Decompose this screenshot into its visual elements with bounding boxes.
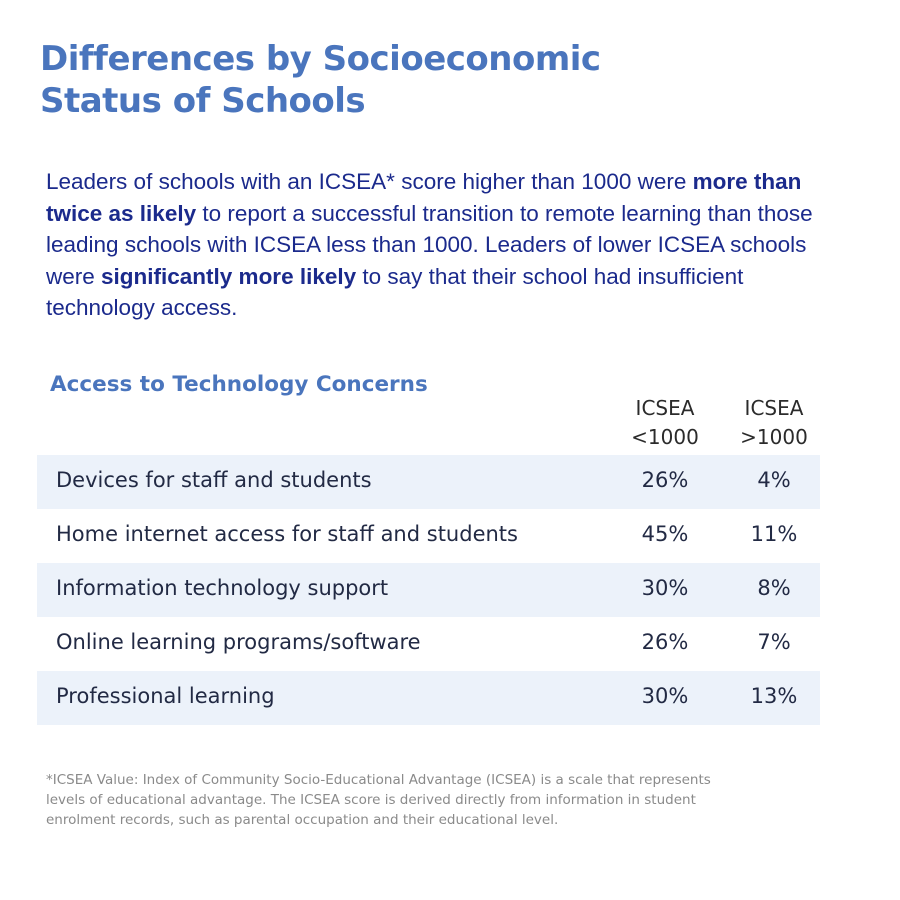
concerns-table [37,455,820,725]
column-header-line-2: >1000 [740,425,808,449]
row-value-low-icsea: 26% [641,468,689,492]
column-header-line-2: <1000 [631,425,699,449]
table-row [37,455,820,509]
footnote: *ICSEA Value: Index of Community Socio-Educational Advantage (ICSEA) is a scale that represents levels of educational advantage. The ICSEA score is derived directly from information in student enrolment records, such as parental occupation and their educational level. [46,772,711,828]
table-row [37,509,820,563]
table-row [37,563,820,617]
page-title [40,38,740,122]
table-row [37,671,820,725]
row-label: Information technology support [56,576,389,600]
column-header-line-1: ICSEA [744,396,804,420]
table-title: Access to Technology Concerns [50,372,428,397]
row-value-low-icsea: 26% [641,630,689,654]
row-label: Professional learning [56,684,275,708]
row-label: Online learning programs/software [56,630,421,654]
column-header-line-1: ICSEA [635,396,695,420]
row-value-low-icsea: 30% [641,576,689,600]
intro-emphasis-2: significantly more likely [101,263,357,289]
row-value-high-icsea: 8% [757,576,791,600]
row-value-high-icsea: 4% [757,468,791,492]
intro-text-1: Leaders of schools with an ICSEA* score higher than 1000 were [46,169,693,194]
intro-text-2: to report a successful transition to remote learning than those leading schools with ICSEA less than 1000. Leaders of lower ICSEA schools were [46,200,813,289]
intro-paragraph [46,166,846,324]
title-line-2: Status of Schools [40,81,366,121]
column-header-low-icsea [620,394,710,452]
title-line-1: Differences by Socioeconomic [40,39,601,79]
row-label: Devices for staff and students [56,468,372,492]
row-value-low-icsea: 45% [641,522,689,546]
table-row [37,617,820,671]
intro-emphasis-1: more than twice as likely [46,169,802,226]
intro-text-3: to say that their school had insufficient technology access. [46,263,744,320]
row-label: Home internet access for staff and students [56,522,518,546]
row-value-high-icsea: 11% [750,522,798,546]
column-header-high-icsea [729,394,819,452]
row-value-low-icsea: 30% [641,684,689,708]
row-value-high-icsea: 13% [750,684,798,708]
row-value-high-icsea: 7% [757,630,791,654]
